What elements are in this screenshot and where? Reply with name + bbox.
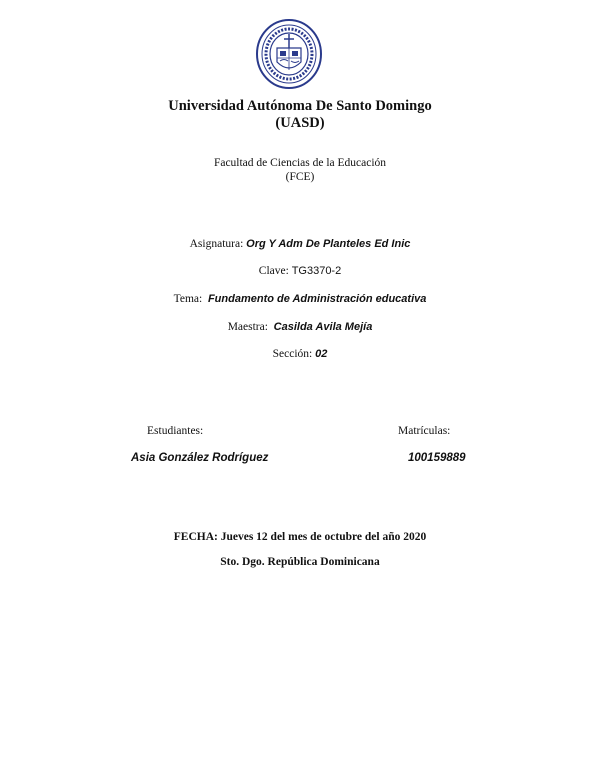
section-label: Sección: (272, 348, 313, 360)
topic-label: Tema: (173, 293, 203, 305)
code-value: TG3370-2 (291, 265, 342, 277)
university-name (0, 98, 600, 132)
subject-value: Org Y Adm De Planteles Ed Inic (246, 238, 411, 250)
student-name: Asia González Rodríguez (131, 452, 269, 464)
code-line (0, 264, 600, 278)
subject-line (0, 237, 600, 251)
teacher-label: Maestra: (227, 321, 268, 333)
university-acronym: (UASD) (275, 115, 325, 131)
section-value: 02 (315, 348, 328, 360)
teacher-line (0, 320, 600, 334)
faculty-acronym: (FCE) (285, 171, 315, 183)
place-line: Sto. Dgo. República Dominicana (220, 556, 380, 568)
teacher-value: Casilda Avila Mejía (273, 321, 373, 333)
students-label: Estudiantes: (147, 425, 204, 437)
code-label: Clave: (258, 265, 289, 277)
date-line: FECHA: Jueves 12 del mes de octubre del año 2020 (173, 531, 427, 543)
subject-label: Asignatura: (189, 238, 244, 250)
university-seal-logo (255, 18, 323, 90)
topic-value: Fundamento de Administración educativa (207, 293, 427, 305)
enrollment-label: Matrículas: (398, 425, 451, 437)
university-title: Universidad Autónoma De Santo Domingo (168, 98, 432, 114)
section-line (0, 347, 600, 361)
faculty-block (0, 156, 600, 184)
faculty-name: Facultad de Ciencias de la Educación (213, 157, 387, 169)
enrollment-number: 100159889 (408, 452, 466, 464)
topic-line (0, 292, 600, 306)
